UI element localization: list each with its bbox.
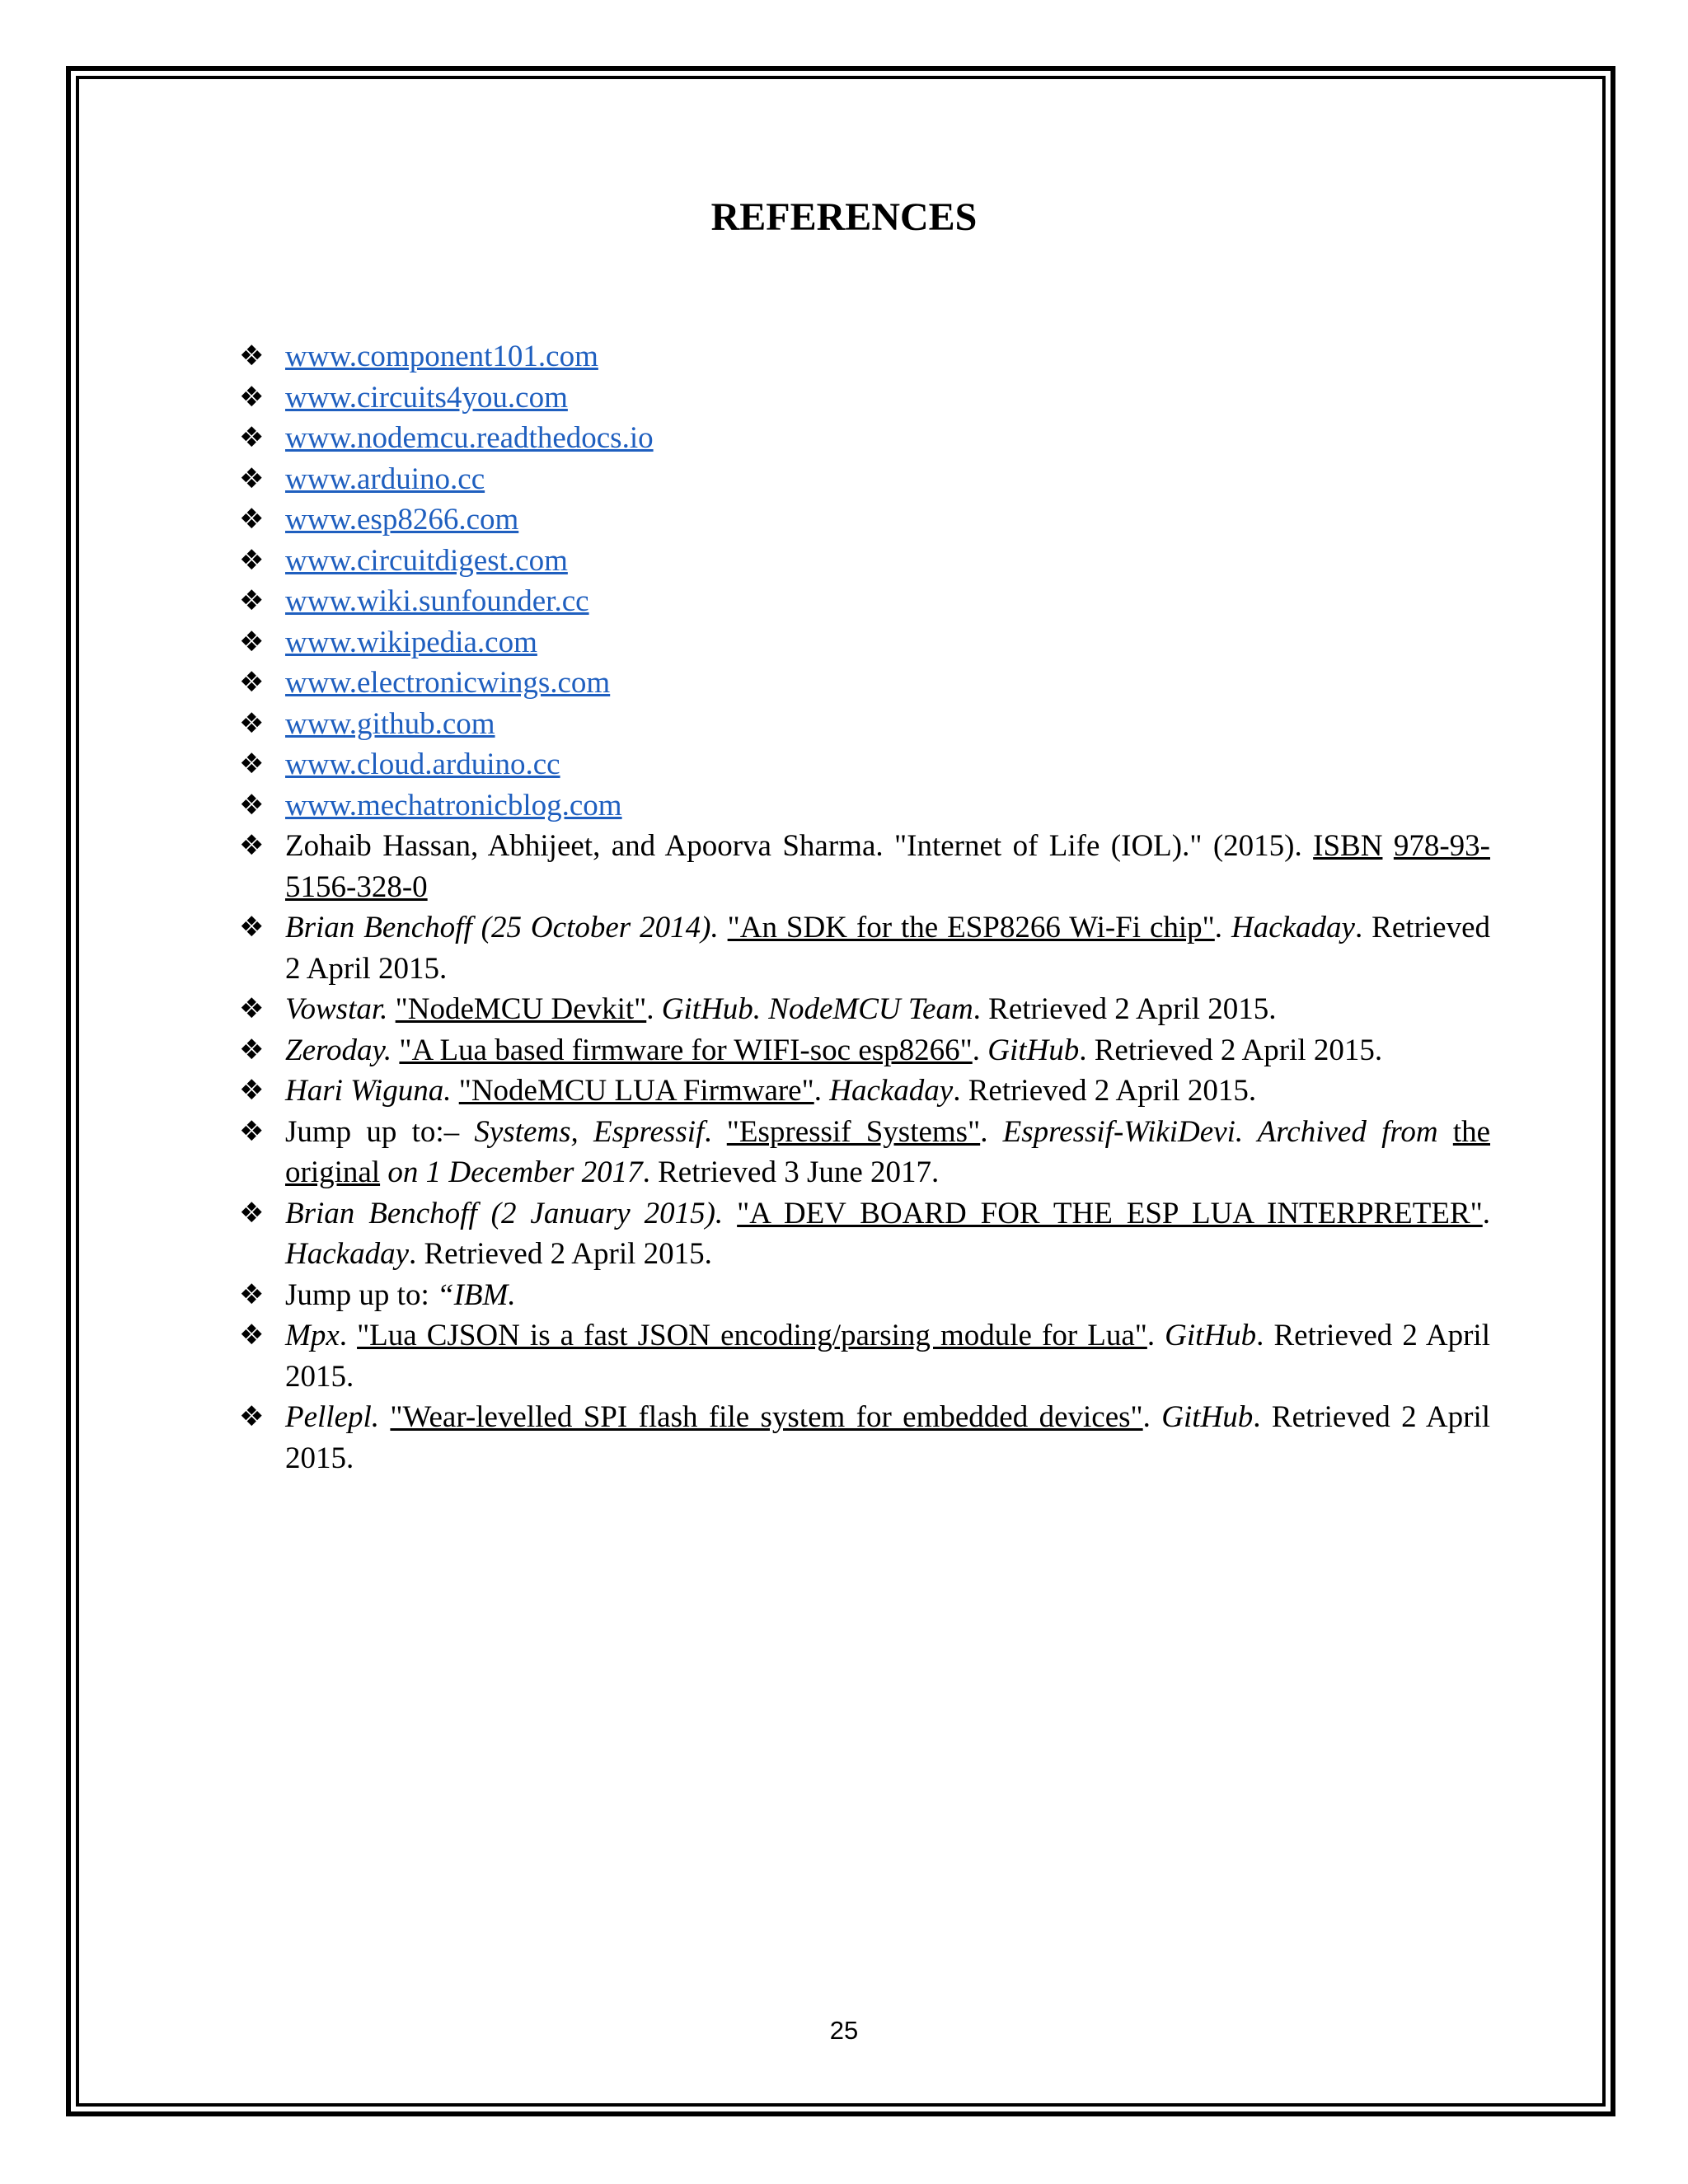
bullet-icon: ❖ xyxy=(239,503,265,536)
reference-link[interactable]: www.circuitdigest.com xyxy=(285,543,568,578)
reference-item-citation xyxy=(239,826,1490,907)
reference-link[interactable]: www.arduino.cc xyxy=(285,462,485,496)
reference-link[interactable]: www.esp8266.com xyxy=(285,503,519,537)
citation-text: . Retrieved 2 April 2015. xyxy=(973,992,1277,1026)
citation-text xyxy=(379,1400,390,1434)
reference-link[interactable]: www.electronicwings.com xyxy=(285,666,611,700)
citation-text: Hackaday xyxy=(829,1074,954,1108)
reference-link[interactable]: www.circuits4you.com xyxy=(285,380,568,415)
bullet-icon: ❖ xyxy=(239,1114,265,1148)
reference-item-citation xyxy=(239,1275,1490,1316)
citation-text: Pellepl. xyxy=(285,1400,380,1434)
citation-link-text[interactable]: "Lua CJSON is a fast JSON encoding/parsing module for Lua" xyxy=(357,1319,1147,1352)
reference-link[interactable]: www.nodemcu.readthedocs.io xyxy=(285,421,654,455)
citation-link-text[interactable]: "A Lua based firmware for WIFI-soc esp8266" xyxy=(399,1033,973,1067)
bullet-icon: ❖ xyxy=(239,1196,265,1230)
citation-text xyxy=(451,1074,458,1108)
reference-link[interactable]: www.cloud.arduino.cc xyxy=(285,748,560,781)
bullet-icon: ❖ xyxy=(239,1277,265,1311)
bullet-icon: ❖ xyxy=(239,911,265,944)
citation-text: Jump up to: xyxy=(285,1277,437,1312)
reference-item-citation xyxy=(239,1397,1490,1479)
citation-text: Brian Benchoff (2 January 2015). xyxy=(285,1196,724,1230)
reference-link[interactable]: www.mechatronicblog.com xyxy=(285,788,622,823)
bullet-icon: ❖ xyxy=(239,1319,265,1352)
citation-text: Zohaib Hassan, Abhijeet, and Apoorva Sharma. "Internet of Life (IOL)." (2015). xyxy=(285,829,1314,863)
citation-text: Brian Benchoff (25 October 2014). xyxy=(285,911,728,944)
citation-text: . xyxy=(980,1114,1003,1149)
reference-item-link xyxy=(239,377,1490,419)
citation-text: Vowstar. xyxy=(285,992,388,1026)
citation-text xyxy=(387,992,395,1026)
reference-item-link xyxy=(239,459,1490,500)
bullet-icon: ❖ xyxy=(239,748,265,780)
reference-item-link xyxy=(239,336,1490,377)
reference-link[interactable]: www.wikipedia.com xyxy=(285,625,537,659)
citation-link-text[interactable]: "A DEV BOARD FOR THE ESP LUA INTERPRETER" xyxy=(737,1196,1483,1230)
reference-item-citation xyxy=(239,989,1490,1030)
citation-link-text[interactable]: "Wear-levelled SPI flash file system for embedded devices" xyxy=(390,1400,1143,1434)
citation-text: . xyxy=(704,1114,727,1149)
bullet-icon: ❖ xyxy=(239,625,265,658)
citation-text: . Retrieved 2 April 2015. xyxy=(953,1074,1257,1108)
citation-text: . xyxy=(339,1319,358,1352)
citation-text: . xyxy=(1142,1400,1162,1434)
citation-text: . Retrieved 2 April 2015. xyxy=(285,1319,1490,1394)
reference-item-citation xyxy=(239,1030,1490,1071)
citation-text: Systems, Espressif xyxy=(474,1114,705,1149)
bullet-icon: ❖ xyxy=(239,380,265,414)
bullet-icon: ❖ xyxy=(239,462,265,495)
citation-text: . Retrieved 2 April 2015. xyxy=(285,911,1491,986)
reference-item-citation xyxy=(239,907,1490,989)
citation-text: Jump up to:– xyxy=(285,1114,475,1149)
reference-item-citation xyxy=(239,1071,1490,1112)
bullet-icon: ❖ xyxy=(239,421,265,454)
citation-text: . Retrieved 2 April 2015. xyxy=(285,1400,1491,1475)
citation-text: Hackaday xyxy=(1231,911,1355,944)
bullet-icon: ❖ xyxy=(239,788,265,822)
citation-text: . xyxy=(646,992,662,1026)
citation-link-text[interactable]: "An SDK for the ESP8266 Wi-Fi chip" xyxy=(727,911,1215,944)
citation-text: . Retrieved 2 April 2015. xyxy=(409,1237,712,1271)
citation-text: . xyxy=(1482,1196,1491,1230)
citation-text: GitHub xyxy=(1161,1400,1254,1434)
citation-link-text[interactable]: "Espressif Systems" xyxy=(726,1114,981,1149)
citation-text: GitHub xyxy=(987,1033,1080,1067)
bullet-icon: ❖ xyxy=(239,1033,265,1066)
reference-item-citation xyxy=(239,1193,1490,1275)
bullet-icon: ❖ xyxy=(239,340,265,373)
reference-item-link xyxy=(239,622,1490,663)
reference-link[interactable]: www.wiki.sunfounder.cc xyxy=(285,584,589,618)
bullet-icon: ❖ xyxy=(239,706,265,740)
reference-item-link xyxy=(239,418,1490,459)
citation-link-text[interactable]: ISBN xyxy=(1313,829,1383,863)
bullet-icon: ❖ xyxy=(239,1074,265,1107)
citation-text: on 1 December 2017 xyxy=(387,1155,643,1189)
bullet-icon: ❖ xyxy=(239,543,265,577)
bullet-icon: ❖ xyxy=(239,829,265,862)
citation-text: GitHub xyxy=(1165,1319,1257,1352)
reference-item-citation xyxy=(239,1112,1490,1193)
citation-text: Mpx xyxy=(285,1319,340,1352)
citation-text: Hari Wiguna. xyxy=(285,1074,452,1108)
citation-link-text[interactable]: "NodeMCU LUA Firmware" xyxy=(458,1074,814,1108)
citation-text: . Retrieved 3 June 2017. xyxy=(642,1155,940,1189)
reference-item-link xyxy=(239,704,1490,745)
citation-text: . Retrieved 2 April 2015. xyxy=(1079,1033,1383,1067)
reference-link[interactable]: www.component101.com xyxy=(285,340,598,373)
citation-link-text[interactable]: the original xyxy=(285,1114,1491,1189)
reference-item-link xyxy=(239,581,1490,622)
citation-text xyxy=(1438,1115,1453,1149)
bullet-icon: ❖ xyxy=(239,992,265,1025)
citation-link-text[interactable]: "NodeMCU Devkit" xyxy=(395,992,647,1026)
citation-link-text[interactable]: 978-93-5156-328-0 xyxy=(285,829,1491,904)
citation-text xyxy=(1382,829,1393,863)
page-title: REFERENCES xyxy=(710,195,978,239)
reference-link[interactable]: www.github.com xyxy=(285,706,495,741)
citation-text xyxy=(723,1197,737,1230)
reference-item-link xyxy=(239,744,1490,785)
citation-text: GitHub. NodeMCU Team xyxy=(661,992,973,1026)
citation-text: . xyxy=(1146,1319,1165,1352)
bullet-icon: ❖ xyxy=(239,666,265,699)
citation-text: Espressif-WikiDevi. Archived from xyxy=(1002,1114,1438,1149)
bullet-icon: ❖ xyxy=(239,584,265,617)
reference-item-link xyxy=(239,663,1490,704)
citation-text: . xyxy=(814,1074,830,1108)
reference-item-link xyxy=(239,785,1490,827)
bullet-icon: ❖ xyxy=(239,1400,265,1433)
citation-text: Zeroday. xyxy=(285,1033,392,1067)
citation-text: . xyxy=(972,1033,988,1067)
page-number: 25 xyxy=(829,2016,859,2045)
citation-text: “IBM. xyxy=(437,1277,516,1312)
reference-item-link xyxy=(239,499,1490,541)
reference-item-citation xyxy=(239,1315,1490,1397)
citation-text: Hackaday xyxy=(285,1237,409,1271)
reference-item-link xyxy=(239,541,1490,582)
citation-text: . xyxy=(1214,911,1231,944)
references-list xyxy=(239,336,1490,1479)
citation-text xyxy=(380,1155,387,1189)
